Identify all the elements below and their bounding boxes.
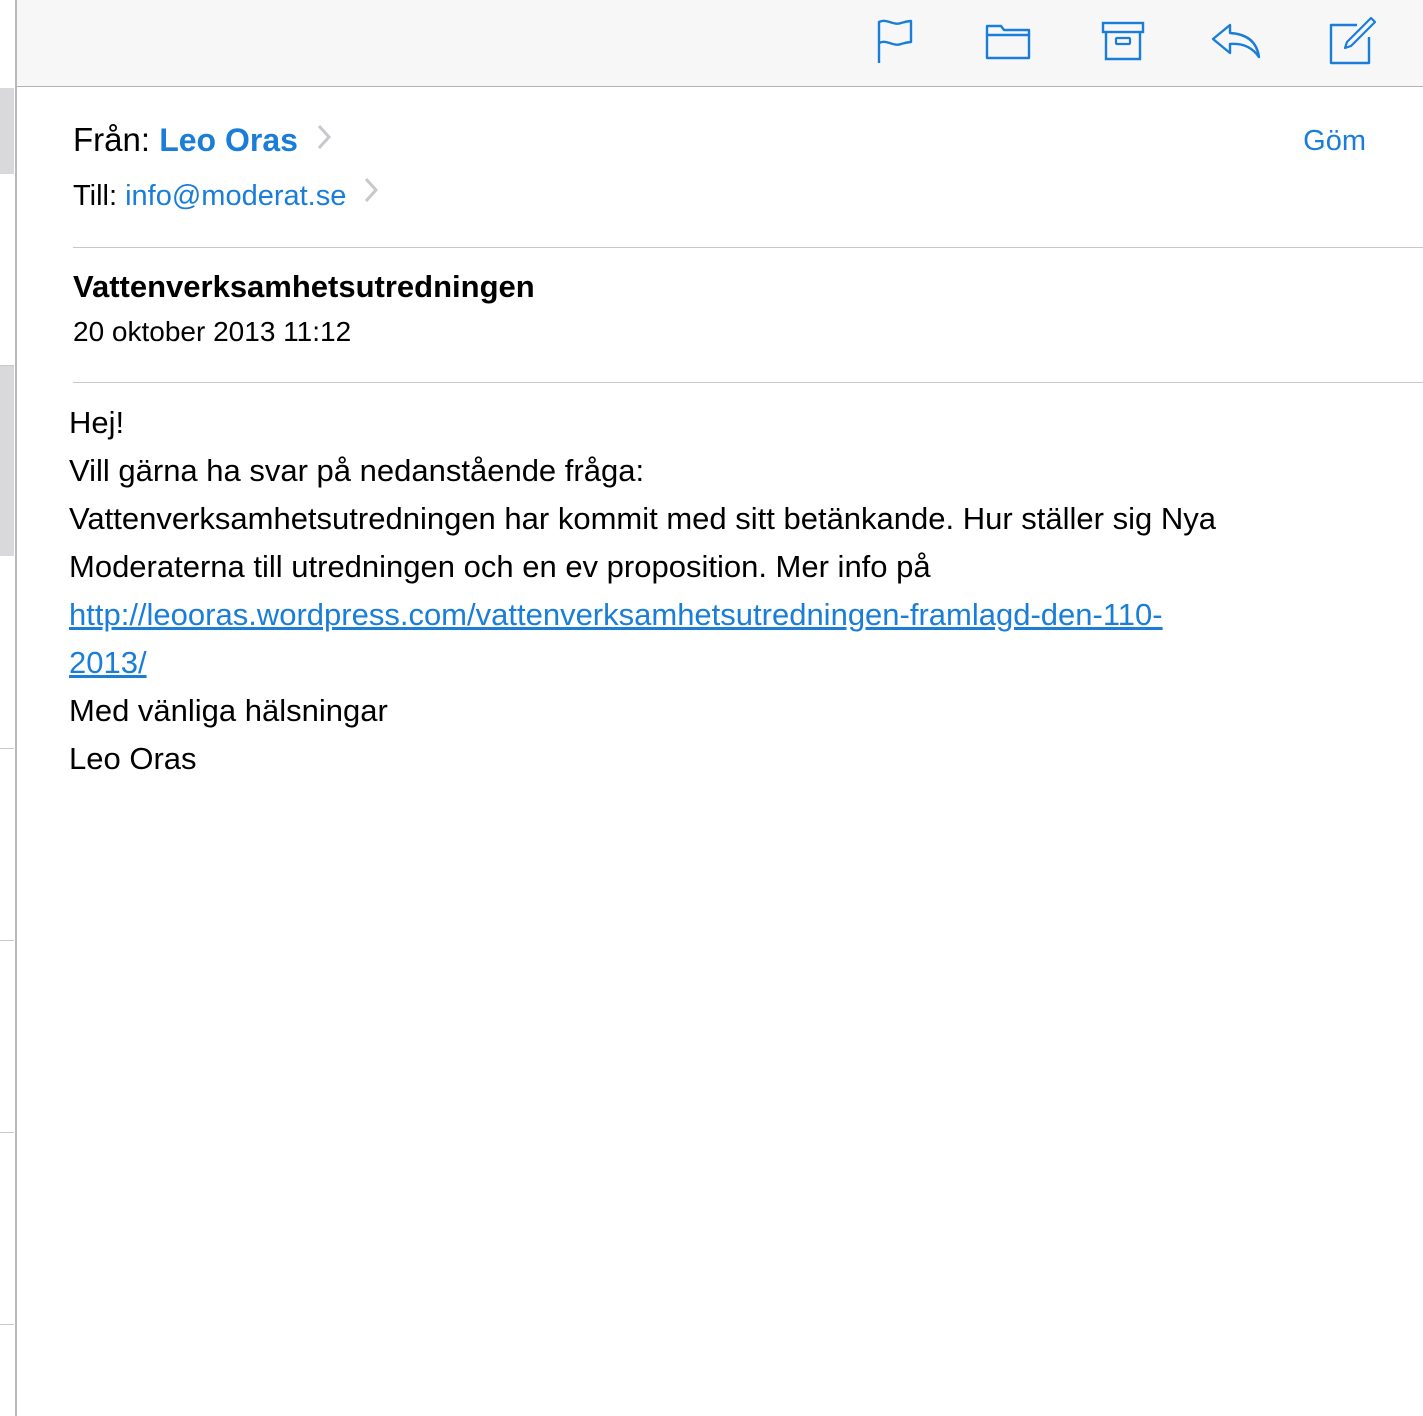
message-subject: Vattenverksamhetsutredningen: [73, 269, 535, 304]
body-greeting: Hej!: [69, 405, 125, 440]
body-line: Vattenverksamhetsutredningen har kommit med sitt betänkande. Hur ställer sig Nya: [69, 501, 1216, 536]
compose-icon[interactable]: [1325, 14, 1379, 68]
chevron-right-icon[interactable]: [364, 177, 378, 211]
from-label: Från:: [73, 121, 151, 158]
hide-details-button[interactable]: Göm: [1303, 125, 1366, 157]
list-separator: [0, 940, 14, 941]
body-signature: Leo Oras: [69, 741, 197, 776]
archive-icon[interactable]: [1096, 14, 1150, 68]
folder-icon[interactable]: [981, 14, 1035, 68]
subject-divider: [73, 382, 1423, 383]
list-separator: [0, 748, 14, 749]
toolbar: [17, 0, 1423, 87]
list-selection-highlight: [0, 88, 14, 174]
list-selection-highlight: [0, 366, 14, 556]
reply-icon[interactable]: [1209, 14, 1263, 68]
message-body: [69, 399, 1359, 783]
list-separator: [0, 1324, 14, 1325]
sender-name[interactable]: Leo Oras: [159, 122, 298, 158]
message-view: [17, 87, 1423, 1416]
to-label: Till:: [73, 180, 118, 212]
recipient-address[interactable]: info@moderat.se: [125, 180, 347, 212]
body-link[interactable]: 2013/: [69, 645, 147, 680]
body-line: Moderaterna till utredningen och en ev proposition. Mer info på: [69, 549, 931, 584]
list-separator: [0, 1132, 14, 1133]
body-closing: Med vänliga hälsningar: [69, 693, 388, 728]
flag-icon[interactable]: [868, 14, 922, 68]
chevron-right-icon[interactable]: [317, 120, 331, 158]
header-divider: [73, 247, 1423, 248]
to-row: [73, 180, 378, 213]
body-line: Vill gärna ha svar på nedanstående fråga:: [69, 453, 645, 488]
message-list-pane[interactable]: [0, 0, 17, 1416]
body-link[interactable]: http://leooras.wordpress.com/vattenverksamhetsutredningen-framlagd-den-110-: [69, 597, 1163, 632]
from-row: [73, 121, 331, 159]
message-date: 20 oktober 2013 11:12: [73, 316, 352, 347]
